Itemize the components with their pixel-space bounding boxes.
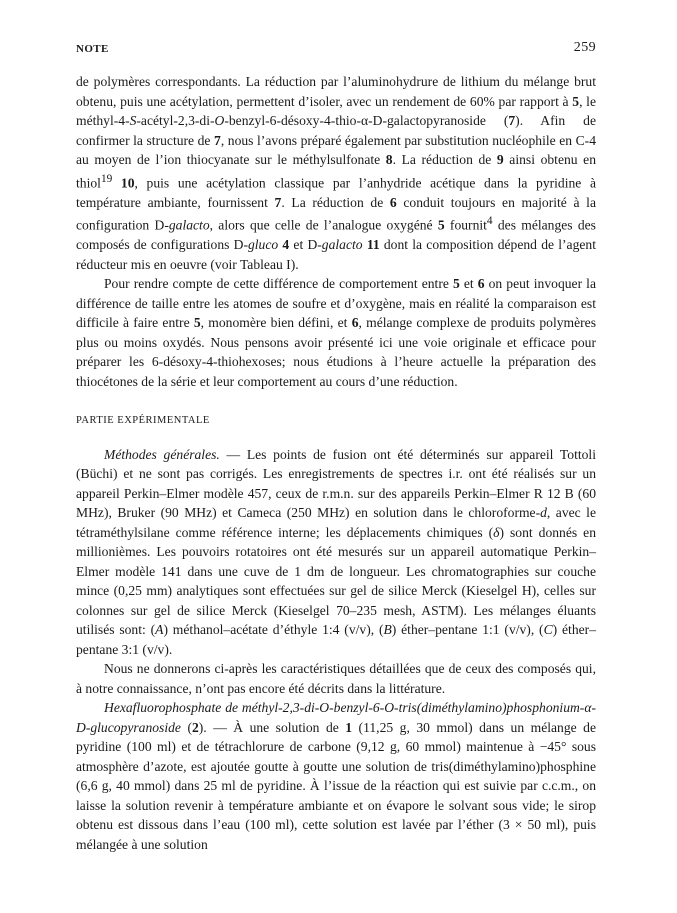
body-text [76,72,596,854]
paragraph-compound-2: Hexafluorophosphate de méthyl-2,3-di-O-benzyl-6-O-tris(diméthylamino)phosphonium-α-D-glucopyranoside (2). — À une solution de 1 (11,25 g, 30 mmol) dans un mélange de pyridine (100 ml) et de tétrachlorure de carbone (9,12 g, 60 mmol) maintenue à −45° sous atmosphère d’azote, est ajoutée goutte à goutte une solution de tris(diméthylamino)phosphine (6,6 g, 40 mmol) dans 25 ml de pyridine. À l’issue de la réaction qui est suivie par c.c.m., on laisse la solution revenir à température ambiante et on évapore le solvant sous vide; le sirop obtenu est dissous dans l’eau (100 ml), cette solution est lavée par l’éther (3 × 50 ml), puis mélangée à une solution [76,700,596,852]
paragraph-discussion: Pour rendre compte de cette différence de comportement entre 5 et 6 on peut invoquer la différence de taille entre les atomes de soufre et d’oxygène, mais en réalité la comparaison est difficile à faire entre 5, monomère bien défini, et 6, mélange complexe de produits polymères plus ou moins oxydés. Nous pensons avoir présenté ici une voie originale et efficace pour préparer les 6-désoxy-4-thiohexoses; nous étudions à l’heure actuelle la préparation des thiocétones de la série et leur comportement au cours d’une réduction. [76,276,596,389]
page-number: 259 [573,40,596,55]
paragraph-continuation: de polymères correspondants. La réduction par l’aluminohydrure de lithium du mélange brut obtenu, puis une acétylation, permettent d’isoler, avec un rendement de 60% par rapport à 5, le méthyl-4-S-acétyl-2,3-di-O-benzyl-6-désoxy-4-thio-α-D-galactopyranoside (7). Afin de confirmer la structure de 7, nous l’avons préparé également par substitution nucléophile en C-4 au moyen de l’ion thiocyanate sur le méthylsulfonate 8. La réduction de 9 ainsi obtenu en thiol$^{19}$ 10, puis une acétylation classique par l’anhydride acétique dans la pyridine à température ambiante, fournissent 7. La réduction de 6 conduit toujours en majorité à la configuration D-galacto, alors que celle de l’analogue oxygéné 5 fournit$^4$ des mélanges des composés de configurations D-gluco 4 et D-galacto 11 dont la composition dépend de l’agent réducteur mis en oeuvre (voir Tableau I). [76,74,597,272]
header-label: NOTE [76,43,109,55]
running-header [76,38,596,58]
paragraph-methodes-generales: Méthodes générales. — Les points de fusion ont été déterminés sur appareil Tottoli (Büchi) et ne sont pas corrigés. Les enregistrements de spectres i.r. ont été réalisés sur un appareil Perkin–Elmer modèle 457, ceux de r.m.n. sur des appareils Perkin–Elmer R 12 B (60 MHz), Bruker (90 MHz) et Cameca (250 MHz) en solution dans le chloroforme-d, avec le tétraméthylsilane comme référence interne; les déplacements chimiques (δ) sont donnés en millionièmes. Les pouvoirs rotatoires ont été mesurés sur un appareil automatique Perkin–Elmer modèle 141 dans une cuve de 1 dm de longueur. Les chromatographies sur couche mince (0,25 mm) analytiques sont effectuées sur gel de silice Merck (Kieselgel H), celles sur colonnes sur gel de silice Merck (Kieselgel 70–235 mesh, ASTM). Les mélanges éluants utilisés sont: (A) méthanol–acétate d’éthyle 1:4 (v/v), (B) éther–pentane 1:1 (v/v), (C) éther–pentane 3:1 (v/v). [76,446,596,657]
section-title: PARTIE EXPÉRIMENTALE [76,415,210,427]
paragraph-intro-compounds: Nous ne donnerons ci-après les caractéristiques détaillées que de ceux des composés qui, à notre connaissance, n’ont pas encore été décrits dans la littérature. [76,661,596,696]
